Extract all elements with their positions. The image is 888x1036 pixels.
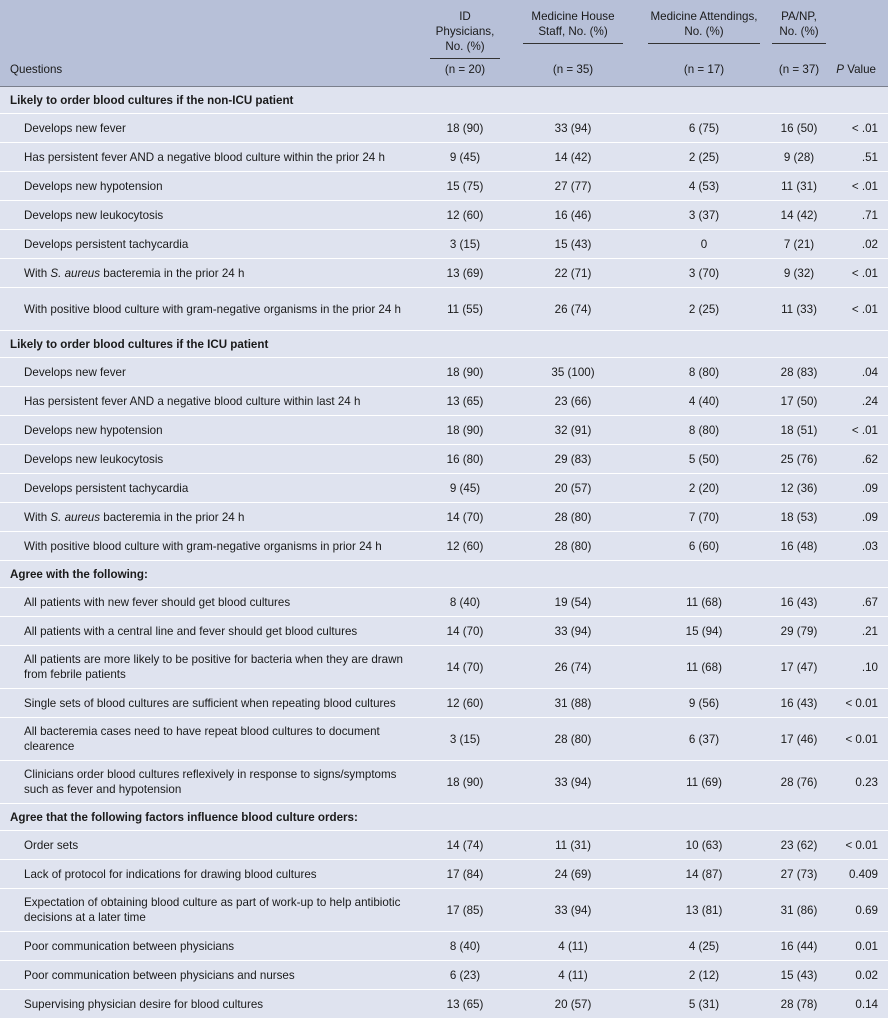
value-cell: 4 (11) [506, 961, 640, 990]
value-cell: 27 (73) [768, 860, 830, 889]
col-header-label: Medicine Attendings, No. (%) [648, 9, 760, 44]
value-cell: 23 (66) [506, 387, 640, 416]
table-row [0, 889, 888, 932]
p-value-cell: < 0.01 [830, 831, 888, 860]
question-cell: With positive blood culture with gram-negative organisms in the prior 24 h [0, 288, 424, 331]
question-text: bacteremia in the prior 24 h [100, 510, 245, 524]
value-cell: 9 (45) [424, 143, 506, 172]
p-value-cell: .67 [830, 588, 888, 617]
value-cell: 2 (25) [640, 143, 768, 172]
value-cell: 18 (90) [424, 416, 506, 445]
question-cell: Has persistent fever AND a negative blood culture within the prior 24 h [0, 143, 424, 172]
p-value-cell: 0.02 [830, 961, 888, 990]
col-header-n: (n = 20) [444, 63, 486, 76]
value-cell: 9 (45) [424, 474, 506, 503]
table-row [0, 474, 888, 503]
table-row [0, 831, 888, 860]
table-row [0, 503, 888, 532]
col-header-n: (n = 17) [683, 63, 725, 76]
question-cell: With positive blood culture with gram-negative organisms in prior 24 h [0, 532, 424, 561]
value-cell: 23 (62) [768, 831, 830, 860]
value-cell: 12 (60) [424, 532, 506, 561]
section-title: Likely to order blood cultures if the ICU patient [0, 331, 888, 358]
col-header-house-staff [506, 0, 640, 87]
questions-header-label: Questions [10, 63, 63, 76]
question-cell: All patients with new fever should get blood cultures [0, 588, 424, 617]
table-row [0, 114, 888, 143]
p-value-cell: .71 [830, 201, 888, 230]
p-value-cell: < 0.01 [830, 718, 888, 761]
question-italic: S. aureus [50, 510, 101, 524]
p-value-cell: 0.69 [830, 889, 888, 932]
table-row [0, 230, 888, 259]
value-cell: 9 (28) [768, 143, 830, 172]
question-cell [0, 503, 424, 532]
question-cell: Clinicians order blood cultures reflexively in response to signs/symptoms such as fever and hypotension [0, 761, 424, 804]
value-cell: 28 (80) [506, 503, 640, 532]
question-cell: All patients are more likely to be positive for bacteria when they are drawn from febrile patients [0, 646, 424, 689]
value-cell: 4 (40) [640, 387, 768, 416]
value-cell: 4 (25) [640, 932, 768, 961]
p-value-cell: .24 [830, 387, 888, 416]
value-cell: 25 (76) [768, 445, 830, 474]
value-cell: 14 (42) [506, 143, 640, 172]
value-cell: 16 (43) [768, 689, 830, 718]
p-value-cell: .04 [830, 358, 888, 387]
value-cell: 6 (75) [640, 114, 768, 143]
section-title: Agree with the following: [0, 561, 888, 588]
section-title: Likely to order blood cultures if the non-ICU patient [0, 87, 888, 114]
table-row [0, 387, 888, 416]
p-value-cell: .51 [830, 143, 888, 172]
section-row [0, 804, 888, 831]
value-cell: 13 (65) [424, 387, 506, 416]
value-cell: 14 (87) [640, 860, 768, 889]
section-row [0, 87, 888, 114]
col-header-pa-np [768, 0, 830, 87]
value-cell: 11 (31) [768, 172, 830, 201]
value-cell: 14 (70) [424, 503, 506, 532]
col-header-label: Medicine House Staff, No. (%) [523, 9, 623, 44]
value-cell: 6 (37) [640, 718, 768, 761]
value-cell: 20 (57) [506, 990, 640, 1019]
value-cell: 8 (40) [424, 932, 506, 961]
question-cell: Develops new fever [0, 114, 424, 143]
question-text: With [24, 510, 51, 524]
value-cell: 18 (51) [768, 416, 830, 445]
value-cell: 14 (70) [424, 646, 506, 689]
value-cell: 17 (84) [424, 860, 506, 889]
table-row [0, 617, 888, 646]
table-row [0, 646, 888, 689]
table-row [0, 143, 888, 172]
p-value-header [830, 0, 888, 87]
question-text: bacteremia in the prior 24 h [100, 266, 245, 280]
p-value-cell: 0.14 [830, 990, 888, 1019]
value-cell: 6 (60) [640, 532, 768, 561]
value-cell: 8 (80) [640, 416, 768, 445]
value-cell: 16 (48) [768, 532, 830, 561]
table-row [0, 588, 888, 617]
table-row [0, 761, 888, 804]
question-cell: Develops new leukocytosis [0, 445, 424, 474]
value-cell: 24 (69) [506, 860, 640, 889]
col-header-attendings [640, 0, 768, 87]
question-cell: Has persistent fever AND a negative blood culture within last 24 h [0, 387, 424, 416]
value-cell: 8 (40) [424, 588, 506, 617]
value-cell: 9 (56) [640, 689, 768, 718]
value-cell: 8 (80) [640, 358, 768, 387]
question-cell: Single sets of blood cultures are sufficient when repeating blood cultures [0, 689, 424, 718]
question-cell: Expectation of obtaining blood culture as part of work-up to help antibiotic decisions at a later time [0, 889, 424, 932]
question-cell: All patients with a central line and fever should get blood cultures [0, 617, 424, 646]
value-cell: 18 (53) [768, 503, 830, 532]
table-row [0, 259, 888, 288]
table-body [0, 87, 888, 1019]
value-cell: 18 (90) [424, 114, 506, 143]
p-value-cell: .09 [830, 474, 888, 503]
value-cell: 27 (77) [506, 172, 640, 201]
value-cell: 3 (15) [424, 230, 506, 259]
table-row [0, 416, 888, 445]
value-cell: 31 (88) [506, 689, 640, 718]
col-header-n: (n = 35) [552, 63, 594, 76]
value-cell: 29 (79) [768, 617, 830, 646]
value-cell: 2 (20) [640, 474, 768, 503]
value-cell: 33 (94) [506, 617, 640, 646]
question-cell: Lack of protocol for indications for drawing blood cultures [0, 860, 424, 889]
section-row [0, 561, 888, 588]
p-value-cell: .10 [830, 646, 888, 689]
value-cell: 2 (25) [640, 288, 768, 331]
table-row [0, 932, 888, 961]
table-row [0, 358, 888, 387]
value-cell: 13 (65) [424, 990, 506, 1019]
value-cell: 16 (44) [768, 932, 830, 961]
question-cell [0, 259, 424, 288]
value-cell: 33 (94) [506, 761, 640, 804]
col-header-label: PA/NP, No. (%) [772, 9, 826, 44]
value-cell: 14 (70) [424, 617, 506, 646]
section-title: Agree that the following factors influence blood culture orders: [0, 804, 888, 831]
p-value-cell: 0.01 [830, 932, 888, 961]
p-value-header-label: P Value [836, 63, 876, 76]
p-value-cell: < 0.01 [830, 689, 888, 718]
value-cell: 17 (47) [768, 646, 830, 689]
value-cell: 12 (36) [768, 474, 830, 503]
question-cell: Develops new fever [0, 358, 424, 387]
questions-header [0, 0, 424, 87]
value-cell: 17 (50) [768, 387, 830, 416]
value-cell: 18 (90) [424, 761, 506, 804]
p-value-cell: < .01 [830, 416, 888, 445]
question-cell: Develops new leukocytosis [0, 201, 424, 230]
question-cell: Poor communication between physicians and nurses [0, 961, 424, 990]
p-value-cell: < .01 [830, 172, 888, 201]
value-cell: 3 (37) [640, 201, 768, 230]
value-cell: 16 (80) [424, 445, 506, 474]
value-cell: 11 (33) [768, 288, 830, 331]
value-cell: 13 (69) [424, 259, 506, 288]
col-header-label: ID Physicians, No. (%) [430, 9, 500, 59]
table-row [0, 288, 888, 331]
p-value-cell: 0.23 [830, 761, 888, 804]
value-cell: 31 (86) [768, 889, 830, 932]
value-cell: 10 (63) [640, 831, 768, 860]
p-value-cell: < .01 [830, 288, 888, 331]
col-header-id-physicians [424, 0, 506, 87]
value-cell: 12 (60) [424, 689, 506, 718]
question-cell: All bacteremia cases need to have repeat blood cultures to document clearence [0, 718, 424, 761]
table-row [0, 860, 888, 889]
table-row [0, 961, 888, 990]
value-cell: 15 (43) [506, 230, 640, 259]
table-row [0, 532, 888, 561]
value-cell: 7 (21) [768, 230, 830, 259]
value-cell: 17 (46) [768, 718, 830, 761]
p-value-cell: .02 [830, 230, 888, 259]
value-cell: 16 (50) [768, 114, 830, 143]
value-cell: 4 (53) [640, 172, 768, 201]
value-cell: 13 (81) [640, 889, 768, 932]
value-cell: 26 (74) [506, 646, 640, 689]
value-cell: 32 (91) [506, 416, 640, 445]
value-cell: 33 (94) [506, 889, 640, 932]
value-cell: 15 (43) [768, 961, 830, 990]
question-cell: Develops new hypotension [0, 416, 424, 445]
question-cell: Develops persistent tachycardia [0, 230, 424, 259]
value-cell: 19 (54) [506, 588, 640, 617]
value-cell: 5 (50) [640, 445, 768, 474]
value-cell: 16 (43) [768, 588, 830, 617]
value-cell: 12 (60) [424, 201, 506, 230]
value-cell: 14 (74) [424, 831, 506, 860]
value-cell: 28 (80) [506, 718, 640, 761]
value-cell: 11 (55) [424, 288, 506, 331]
value-cell: 9 (32) [768, 259, 830, 288]
question-cell: Develops persistent tachycardia [0, 474, 424, 503]
question-cell: Order sets [0, 831, 424, 860]
value-cell: 22 (71) [506, 259, 640, 288]
table-row [0, 689, 888, 718]
value-cell: 16 (46) [506, 201, 640, 230]
value-cell: 18 (90) [424, 358, 506, 387]
p-value-cell: .62 [830, 445, 888, 474]
p-value-cell: < .01 [830, 114, 888, 143]
value-cell: 28 (78) [768, 990, 830, 1019]
value-cell: 29 (83) [506, 445, 640, 474]
table-row [0, 201, 888, 230]
value-cell: 5 (31) [640, 990, 768, 1019]
value-cell: 17 (85) [424, 889, 506, 932]
value-cell: 11 (68) [640, 588, 768, 617]
table-row [0, 445, 888, 474]
value-cell: 4 (11) [506, 932, 640, 961]
value-cell: 7 (70) [640, 503, 768, 532]
value-cell: 2 (12) [640, 961, 768, 990]
value-cell: 0 [640, 230, 768, 259]
value-cell: 28 (83) [768, 358, 830, 387]
p-value-cell: .21 [830, 617, 888, 646]
value-cell: 11 (68) [640, 646, 768, 689]
question-cell: Poor communication between physicians [0, 932, 424, 961]
p-value-cell: .03 [830, 532, 888, 561]
value-cell: 11 (31) [506, 831, 640, 860]
value-cell: 15 (94) [640, 617, 768, 646]
col-header-n: (n = 37) [778, 63, 820, 76]
value-cell: 26 (74) [506, 288, 640, 331]
table-row [0, 990, 888, 1019]
value-cell: 33 (94) [506, 114, 640, 143]
p-value-cell: < .01 [830, 259, 888, 288]
p-value-cell: 0.409 [830, 860, 888, 889]
value-cell: 28 (76) [768, 761, 830, 804]
value-cell: 15 (75) [424, 172, 506, 201]
table-row [0, 172, 888, 201]
value-cell: 3 (15) [424, 718, 506, 761]
section-row [0, 331, 888, 358]
question-cell: Develops new hypotension [0, 172, 424, 201]
question-italic: S. aureus [50, 266, 101, 280]
value-cell: 3 (70) [640, 259, 768, 288]
value-cell: 35 (100) [506, 358, 640, 387]
question-cell: Supervising physician desire for blood cultures [0, 990, 424, 1019]
p-value-cell: .09 [830, 503, 888, 532]
value-cell: 6 (23) [424, 961, 506, 990]
value-cell: 28 (80) [506, 532, 640, 561]
table-header [0, 0, 888, 87]
value-cell: 11 (69) [640, 761, 768, 804]
value-cell: 20 (57) [506, 474, 640, 503]
value-cell: 14 (42) [768, 201, 830, 230]
question-text: With [24, 266, 51, 280]
table-row [0, 718, 888, 761]
